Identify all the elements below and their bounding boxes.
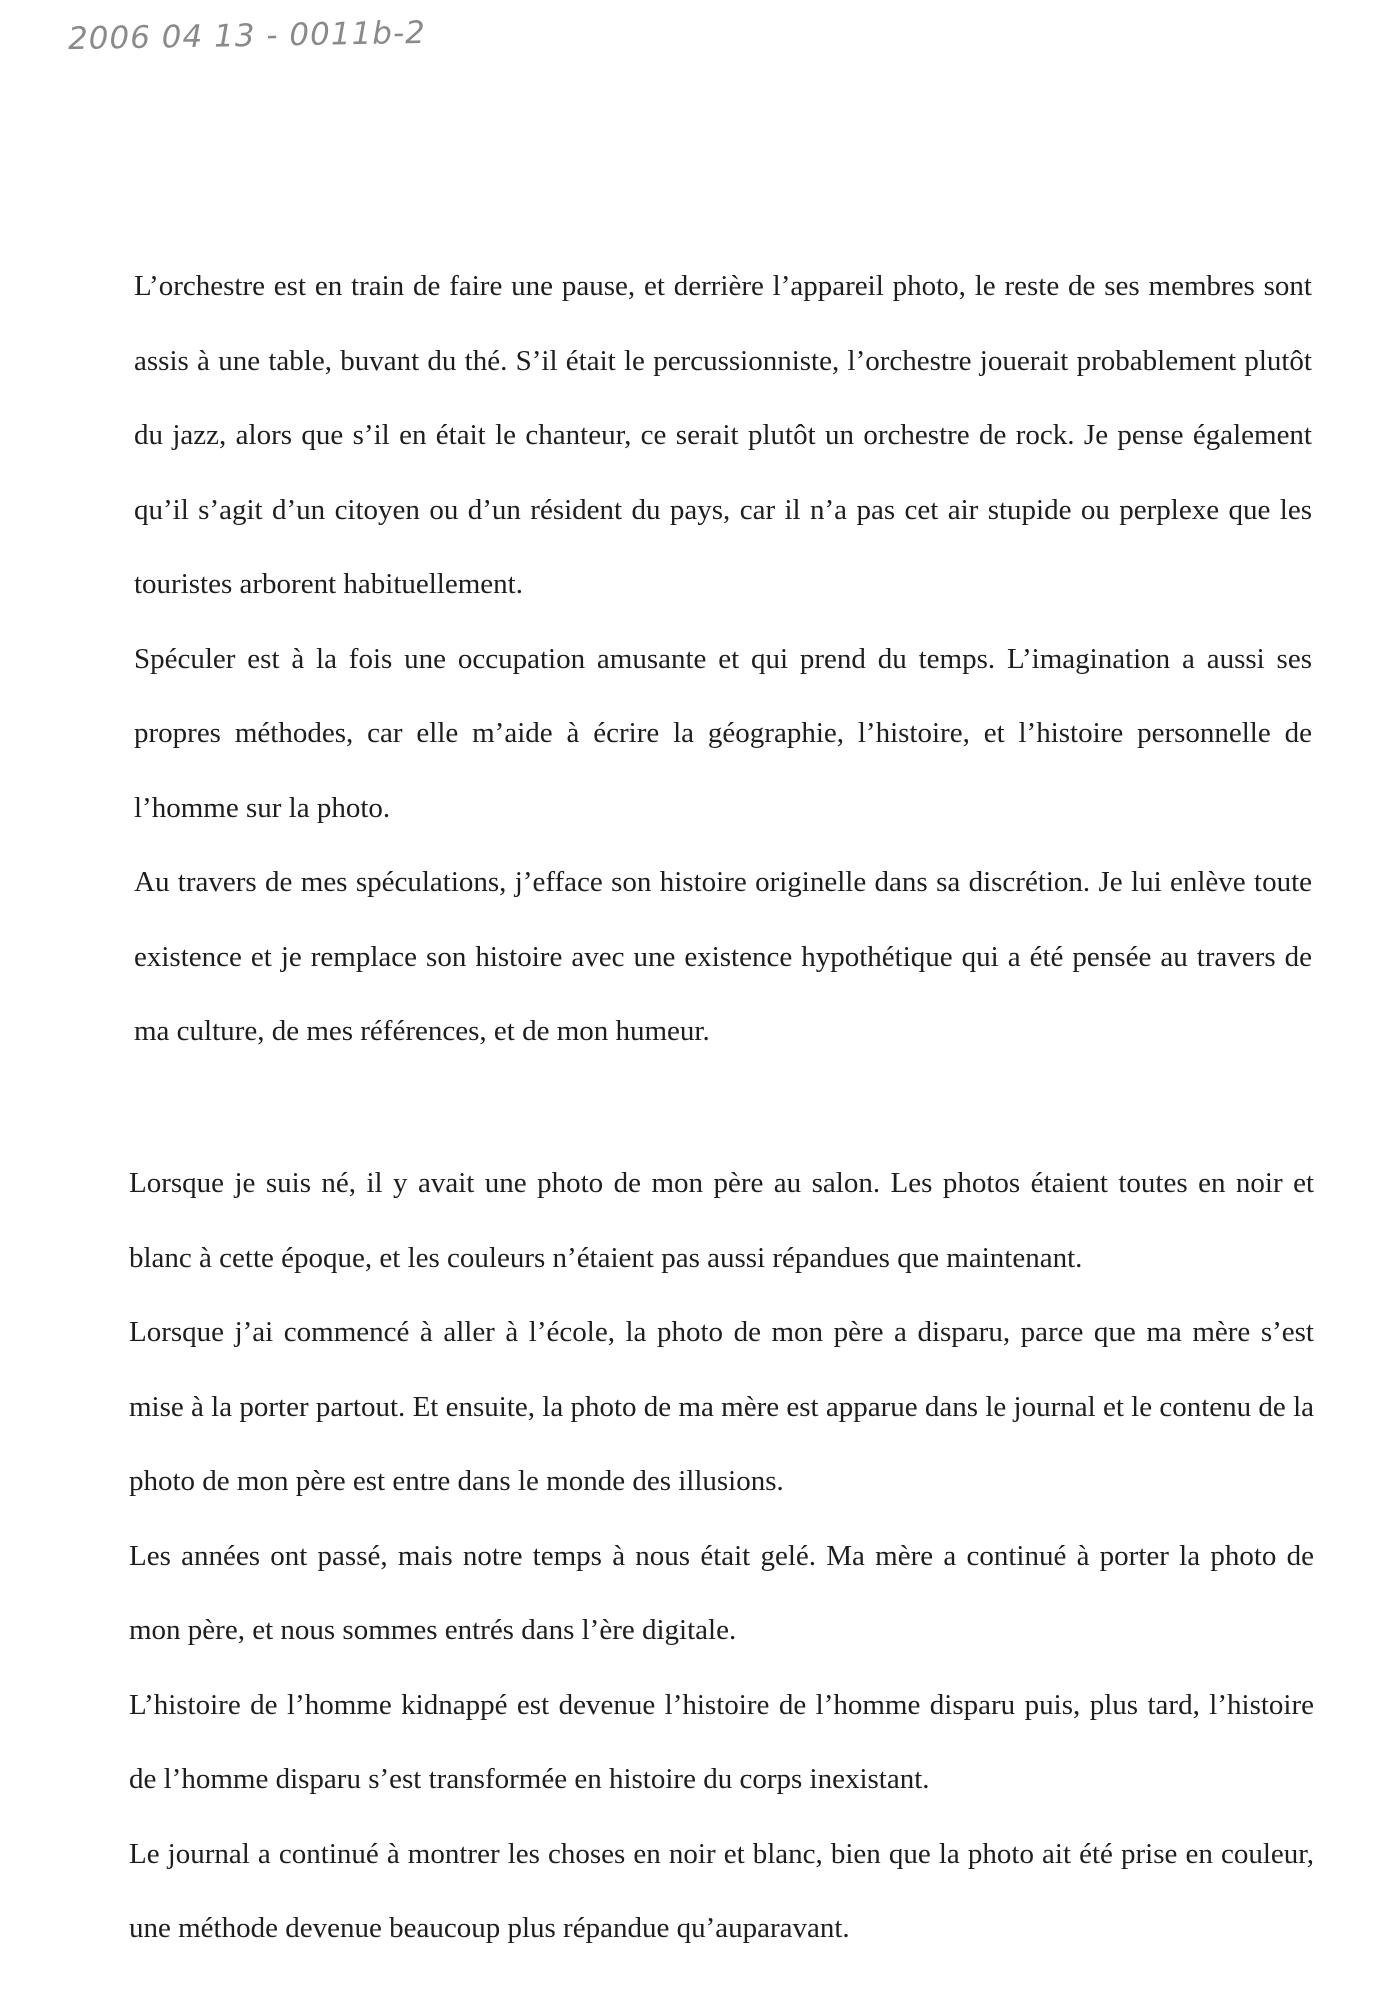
paragraph: Au travers de mes spéculations, j’efface son histoire originelle dans sa discrétion. Je lui enlève toute existence et je remplace son histoire avec une existence hypothétique qui a été pensée au travers de ma culture, de mes références, et de mon humeur. <box>134 866 1312 1047</box>
paragraph: Lorsque je suis né, il y avait une photo de mon père au salon. Les photos étaient toutes en noir et blanc à cette époque, et les couleurs n’étaient pas aussi répandues que maintenant. <box>129 1167 1314 1274</box>
handwritten-reference-number: 2006 04 13 - 0011b-2 <box>67 14 427 58</box>
paragraph: L’histoire de l’homme kidnappé est devenue l’histoire de l’homme disparu puis, plus tard, l’histoire de l’homme disparu s’est transformée en histoire du corps inexistant. <box>129 1688 1314 1795</box>
text-block-second <box>129 1146 1314 1966</box>
paragraph: Spéculer est à la fois une occupation amusante et qui prend du temps. L’imagination a aussi ses propres méthodes, car elle m’aide à écrire la géographie, l’histoire, et l’histoire personnelle de l’homme sur la photo. <box>134 642 1312 824</box>
text-block-first <box>134 249 1312 1069</box>
paragraph: Le journal a continué à montrer les choses en noir et blanc, bien que la photo ait été prise en couleur, une méthode devenue beaucoup plus répandue qu’auparavant. <box>129 1837 1314 1944</box>
paragraph: Lorsque j’ai commencé à aller à l’école, la photo de mon père a disparu, parce que ma mère s’est mise à la porter partout. Et ensuite, la photo de ma mère est apparue dans le journal et le contenu de la photo de mon père est entre dans le monde des illusions. <box>129 1316 1314 1497</box>
paragraph: L’orchestre est en train de faire une pause, et derrière l’appareil photo, le reste de ses membres sont assis à une table, buvant du thé. S’il était le percussionniste, l’orchestre jouerait probablement plutôt du jazz, alors que s’il en était le chanteur, ce serait plutôt un orchestre de rock. Je pense également qu’il s’agit d’un citoyen ou d’un résident du pays, car il n’a pas cet air stupide ou perplexe que les touristes arborent habituellement. <box>134 270 1312 600</box>
paragraph: Les années ont passé, mais notre temps à nous était gelé. Ma mère a continué à porter la photo de mon père, et nous sommes entrés dans l’ère digitale. <box>129 1539 1314 1646</box>
